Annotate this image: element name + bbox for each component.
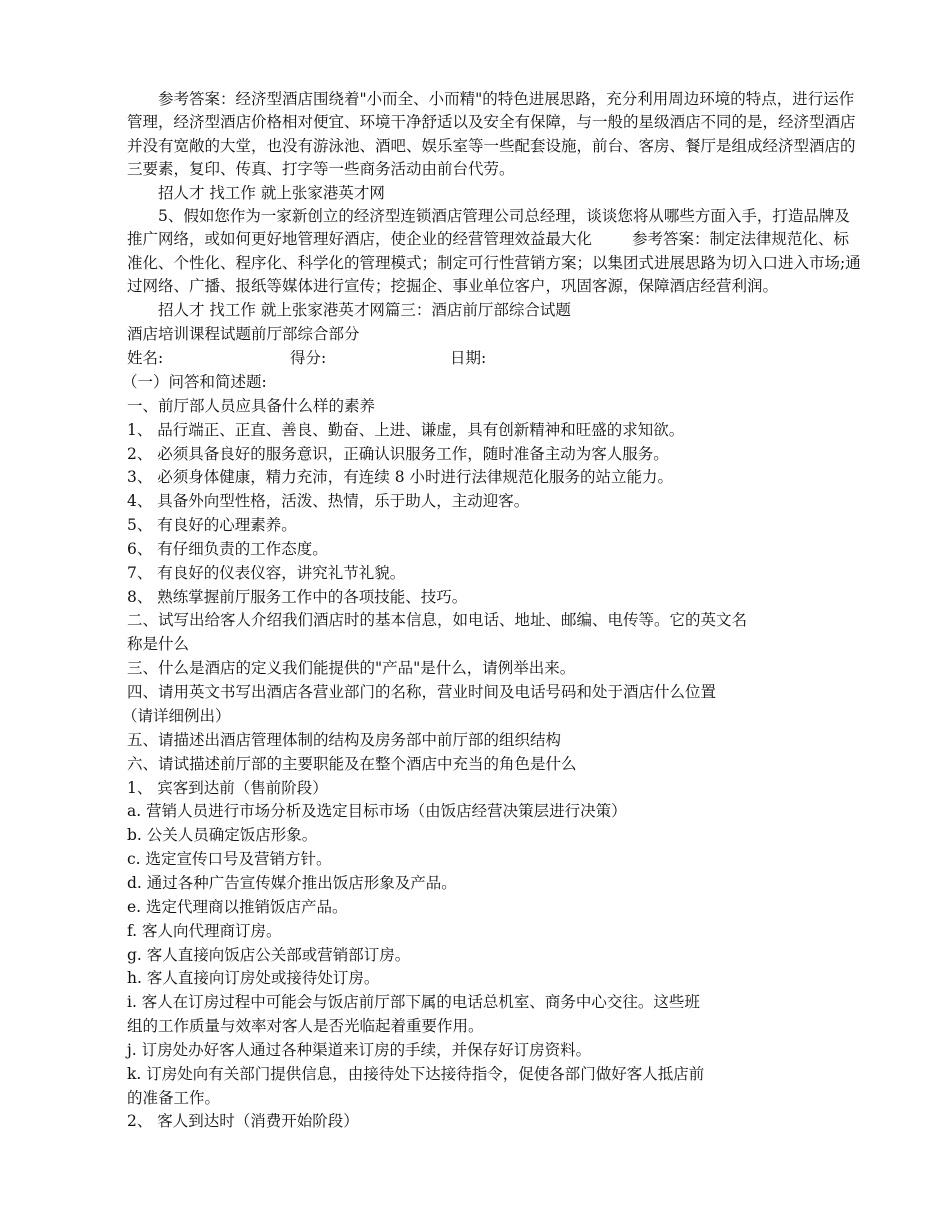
question-heading: 二、试写出给客人介绍我们酒店时的基本信息，如电话、地址、邮编、电传等。它的英文名 (127, 611, 748, 629)
question-continuation: （请详细例出） (122, 707, 231, 725)
list-item: g. 客人直接向饭店公关部或营销部订房。 (127, 946, 411, 964)
exam-title: 酒店培训课程试题前厅部综合部分 (127, 325, 360, 343)
section-title-line: 招人才 找工作 就上张家港英才网篇三：酒店前厅部综合试题 (158, 300, 571, 319)
list-item: 3、 必须身体健康，精力充沛，有连续 8 小时进行法律规范化服务的站立能力。 (127, 468, 674, 486)
question-heading: 四、请用英文书写出酒店各营业部门的名称，营业时间及电话号码和处于酒店什么位置 (127, 683, 717, 701)
question-continuation: 称是什么 (127, 635, 190, 653)
recruitment-line: 招人才 找工作 就上张家港英才网 (158, 183, 385, 202)
question-heading: 六、请试描述前厅部的主要职能及在整个酒店中充当的角色是什么 (127, 755, 577, 773)
question-heading: 一、前厅部人员应具备什么样的素养 (127, 397, 376, 415)
question-heading: 五、请描述出酒店管理体制的结构及房务部中前厅部的组织结构 (127, 731, 562, 749)
question-5-paragraph (127, 205, 862, 299)
list-item: f. 客人向代理商订房。 (127, 922, 282, 940)
list-item: h. 客人直接向订房处或接待处订房。 (127, 969, 380, 987)
list-item: a. 营销人员进行市场分析及选定目标市场（由饭店经营决策层进行决策） (127, 802, 627, 820)
list-item: d. 通过各种广告宣传媒介推出饭店形象及产品。 (127, 874, 457, 892)
list-item: 1、 品行端正、正直、善良、勤奋、上进、谦虚，具有创新精神和旺盛的求知欲。 (127, 421, 685, 439)
name-field-label: 姓名: (127, 349, 164, 367)
list-item: 2、 客人到达时（消费开始阶段） (127, 1112, 359, 1130)
list-item: 1、 宾客到达前（售前阶段） (127, 779, 328, 797)
question-5-answer: 参考答案：制定法律规范化、标准化、个性化、程序化、科学化的管理模式；制定可行性营销方案；以集团式进展思路为切入口进入市场;通过网络、广播、报纸等媒体进行宣传；挖掘企、事业单位客户，巩固客源，保障酒店经营利润。 (127, 230, 861, 296)
question-heading: 三、什么是酒店的定义我们能提供的"产品"是什么，请例举出来。 (127, 659, 576, 677)
date-field-label: 日期: (450, 349, 487, 367)
paragraph-text: 参考答案：经济型酒店围绕着"小而全、小而精"的特色进展思路，充分利用周边环境的特点，进行运作管理，经济型酒店价格相对便宜、环境干净舒适以及安全有保障，与一般的星级酒店不同的是，经济型酒店并没有宽敞的大堂，也没有游泳池、酒吧、娱乐室等一些配套设施，前台、客房、餐厅是组成经济型酒店的三要素，复印、传真、打字等一些商务活动由前台代劳。 (127, 90, 856, 179)
section-heading: （一）问答和简述题: (122, 373, 267, 391)
list-item: j. 订房处办好客人通过各种渠道来订房的手续，并保存好订房资料。 (127, 1041, 592, 1059)
list-item-continuation: 的准备工作。 (127, 1089, 221, 1107)
list-item: b. 公关人员确定饭店形象。 (127, 826, 318, 844)
list-item: i. 客人在订房过程中可能会与饭店前厅部下属的电话总机室、商务中心交往。这些班 (127, 993, 700, 1011)
answer-paragraph (127, 88, 862, 322)
list-item: 6、 有仔细负责的工作态度。 (127, 540, 328, 558)
list-item: c. 选定宣传口号及营销方针。 (127, 850, 332, 868)
list-item: e. 选定代理商以推销饭店产品。 (127, 898, 348, 916)
list-item: 7、 有良好的仪表仪容，讲究礼节礼貌。 (127, 564, 406, 582)
question-5-text: 5、假如您作为一家新创立的经济型连锁酒店管理公司总经理，谈谈您将从哪些方面入手，打造品牌及推广网络，或如何更好地管理好酒店，使企业的经营管理效益最大化 (127, 207, 850, 249)
list-item: 2、 必须具备良好的服务意识，正确认识服务工作，随时准备主动为客人服务。 (127, 445, 669, 463)
list-item: 5、 有良好的心理素养。 (127, 516, 297, 534)
list-item: 4、 具备外向型性格，活泼、热情，乐于助人，主动迎客。 (127, 492, 530, 510)
list-item-continuation: 组的工作质量与效率对客人是否光临起着重要作用。 (127, 1017, 484, 1035)
list-item: 8、 熟练掌握前厅服务工作中的各项技能、技巧。 (127, 588, 468, 606)
list-item: k. 订房处向有关部门提供信息，由接待处下达接待指令，促使各部门做好客人抵店前 (127, 1065, 705, 1083)
score-field-label: 得分: (290, 349, 327, 367)
